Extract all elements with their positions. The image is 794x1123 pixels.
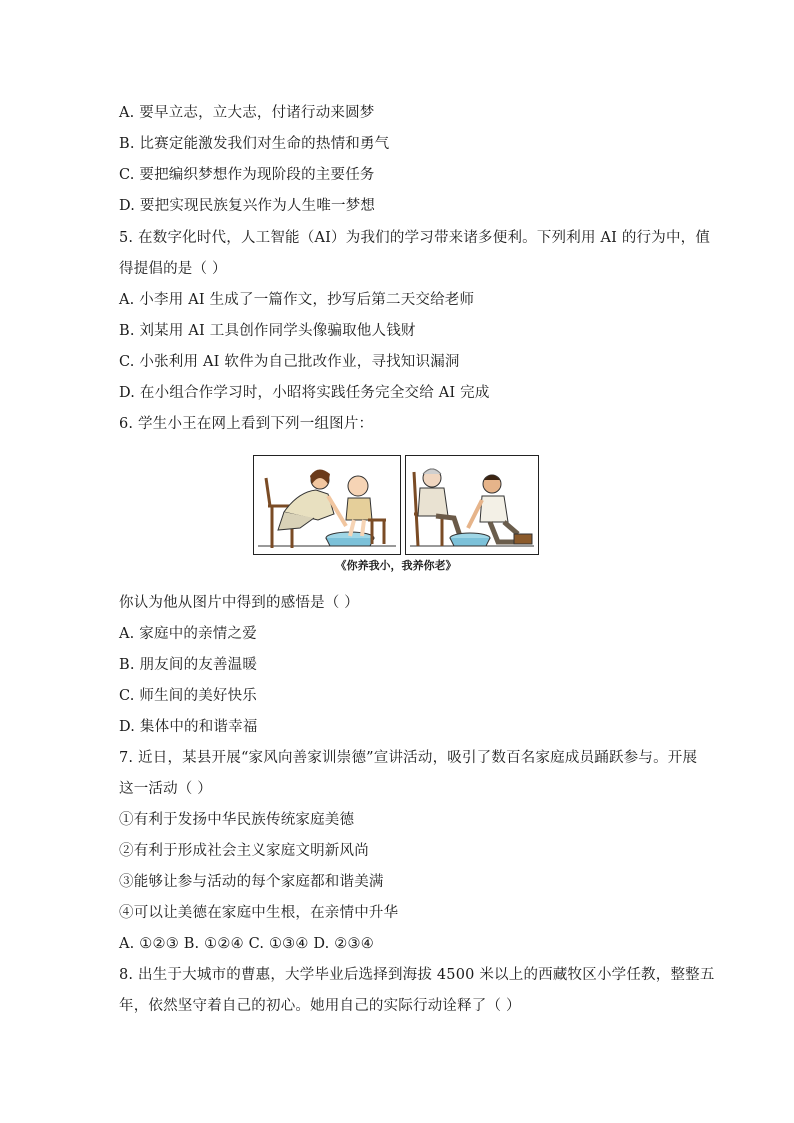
q4-option-c: C. 要把编织梦想作为现阶段的主要任务	[119, 167, 375, 183]
figure-caption: 《你养我小，我养你老》	[335, 559, 457, 572]
q7-statement-1: ①有利于发扬中华民族传统家庭美德	[119, 812, 355, 828]
q4-option-d: D. 要把实现民族复兴作为人生唯一梦想	[119, 198, 376, 214]
q4-option-a: A. 要早立志，立大志，付诸行动来圆梦	[119, 105, 375, 121]
q5-option-c: C. 小张利用 AI 软件为自己批改作业，寻找知识漏洞	[119, 354, 460, 370]
q7-statement-2: ②有利于形成社会主义家庭文明新风尚	[119, 843, 369, 859]
q6-option-b: B. 朋友间的友善温暖	[119, 657, 258, 673]
q7-stem-line-2: 这一活动（ ）	[119, 781, 213, 797]
q5-option-a: A. 小李用 AI 生成了一篇作文，抄写后第二天交给老师	[119, 292, 475, 308]
q7-statement-3: ③能够让参与活动的每个家庭都和谐美满	[119, 874, 384, 890]
q6-option-c: C. 师生间的美好快乐	[119, 688, 257, 704]
mother-washing-child-feet-illustration	[253, 455, 401, 555]
q8-stem-line-2: 年，依然坚守着自己的初心。她用自己的实际行动诠释了（ ）	[119, 998, 521, 1014]
q6-stem: 6. 学生小王在网上看到下列一组图片：	[119, 416, 374, 432]
q7-options: A. ①②③ B. ①②④ C. ①③④ D. ②③④	[119, 936, 374, 952]
q6-option-d: D. 集体中的和谐幸福	[119, 719, 258, 735]
q5-stem-line-2: 得提倡的是（ ）	[119, 261, 227, 277]
q5-stem-line-1: 5. 在数字化时代，人工智能（AI）为我们的学习带来诸多便利。下列利用 AI 的行为中，值	[119, 230, 711, 246]
son-washing-elderly-mother-feet-illustration	[405, 455, 539, 555]
q6-option-a: A. 家庭中的亲情之爱	[119, 626, 257, 642]
q6-figure	[253, 455, 539, 555]
q6-question: 你认为他从图片中得到的感悟是（ ）	[119, 595, 360, 611]
q8-stem-line-1: 8. 出生于大城市的曹惠，大学毕业后选择到海拔 4500 米以上的西藏牧区小学任教，整整五	[119, 967, 715, 983]
q7-stem-line-1: 7. 近日，某县开展“家风向善家训崇德”宣讲活动，吸引了数百名家庭成员踊跃参与。开展	[119, 750, 698, 766]
q4-option-b: B. 比赛定能激发我们对生命的热情和勇气	[119, 136, 390, 152]
q7-statement-4: ④可以让美德在家庭中生根，在亲情中升华	[119, 905, 399, 921]
q5-option-d: D. 在小组合作学习时，小昭将实践任务完全交给 AI 完成	[119, 385, 490, 401]
q5-option-b: B. 刘某用 AI 工具创作同学头像骗取他人钱财	[119, 323, 416, 339]
